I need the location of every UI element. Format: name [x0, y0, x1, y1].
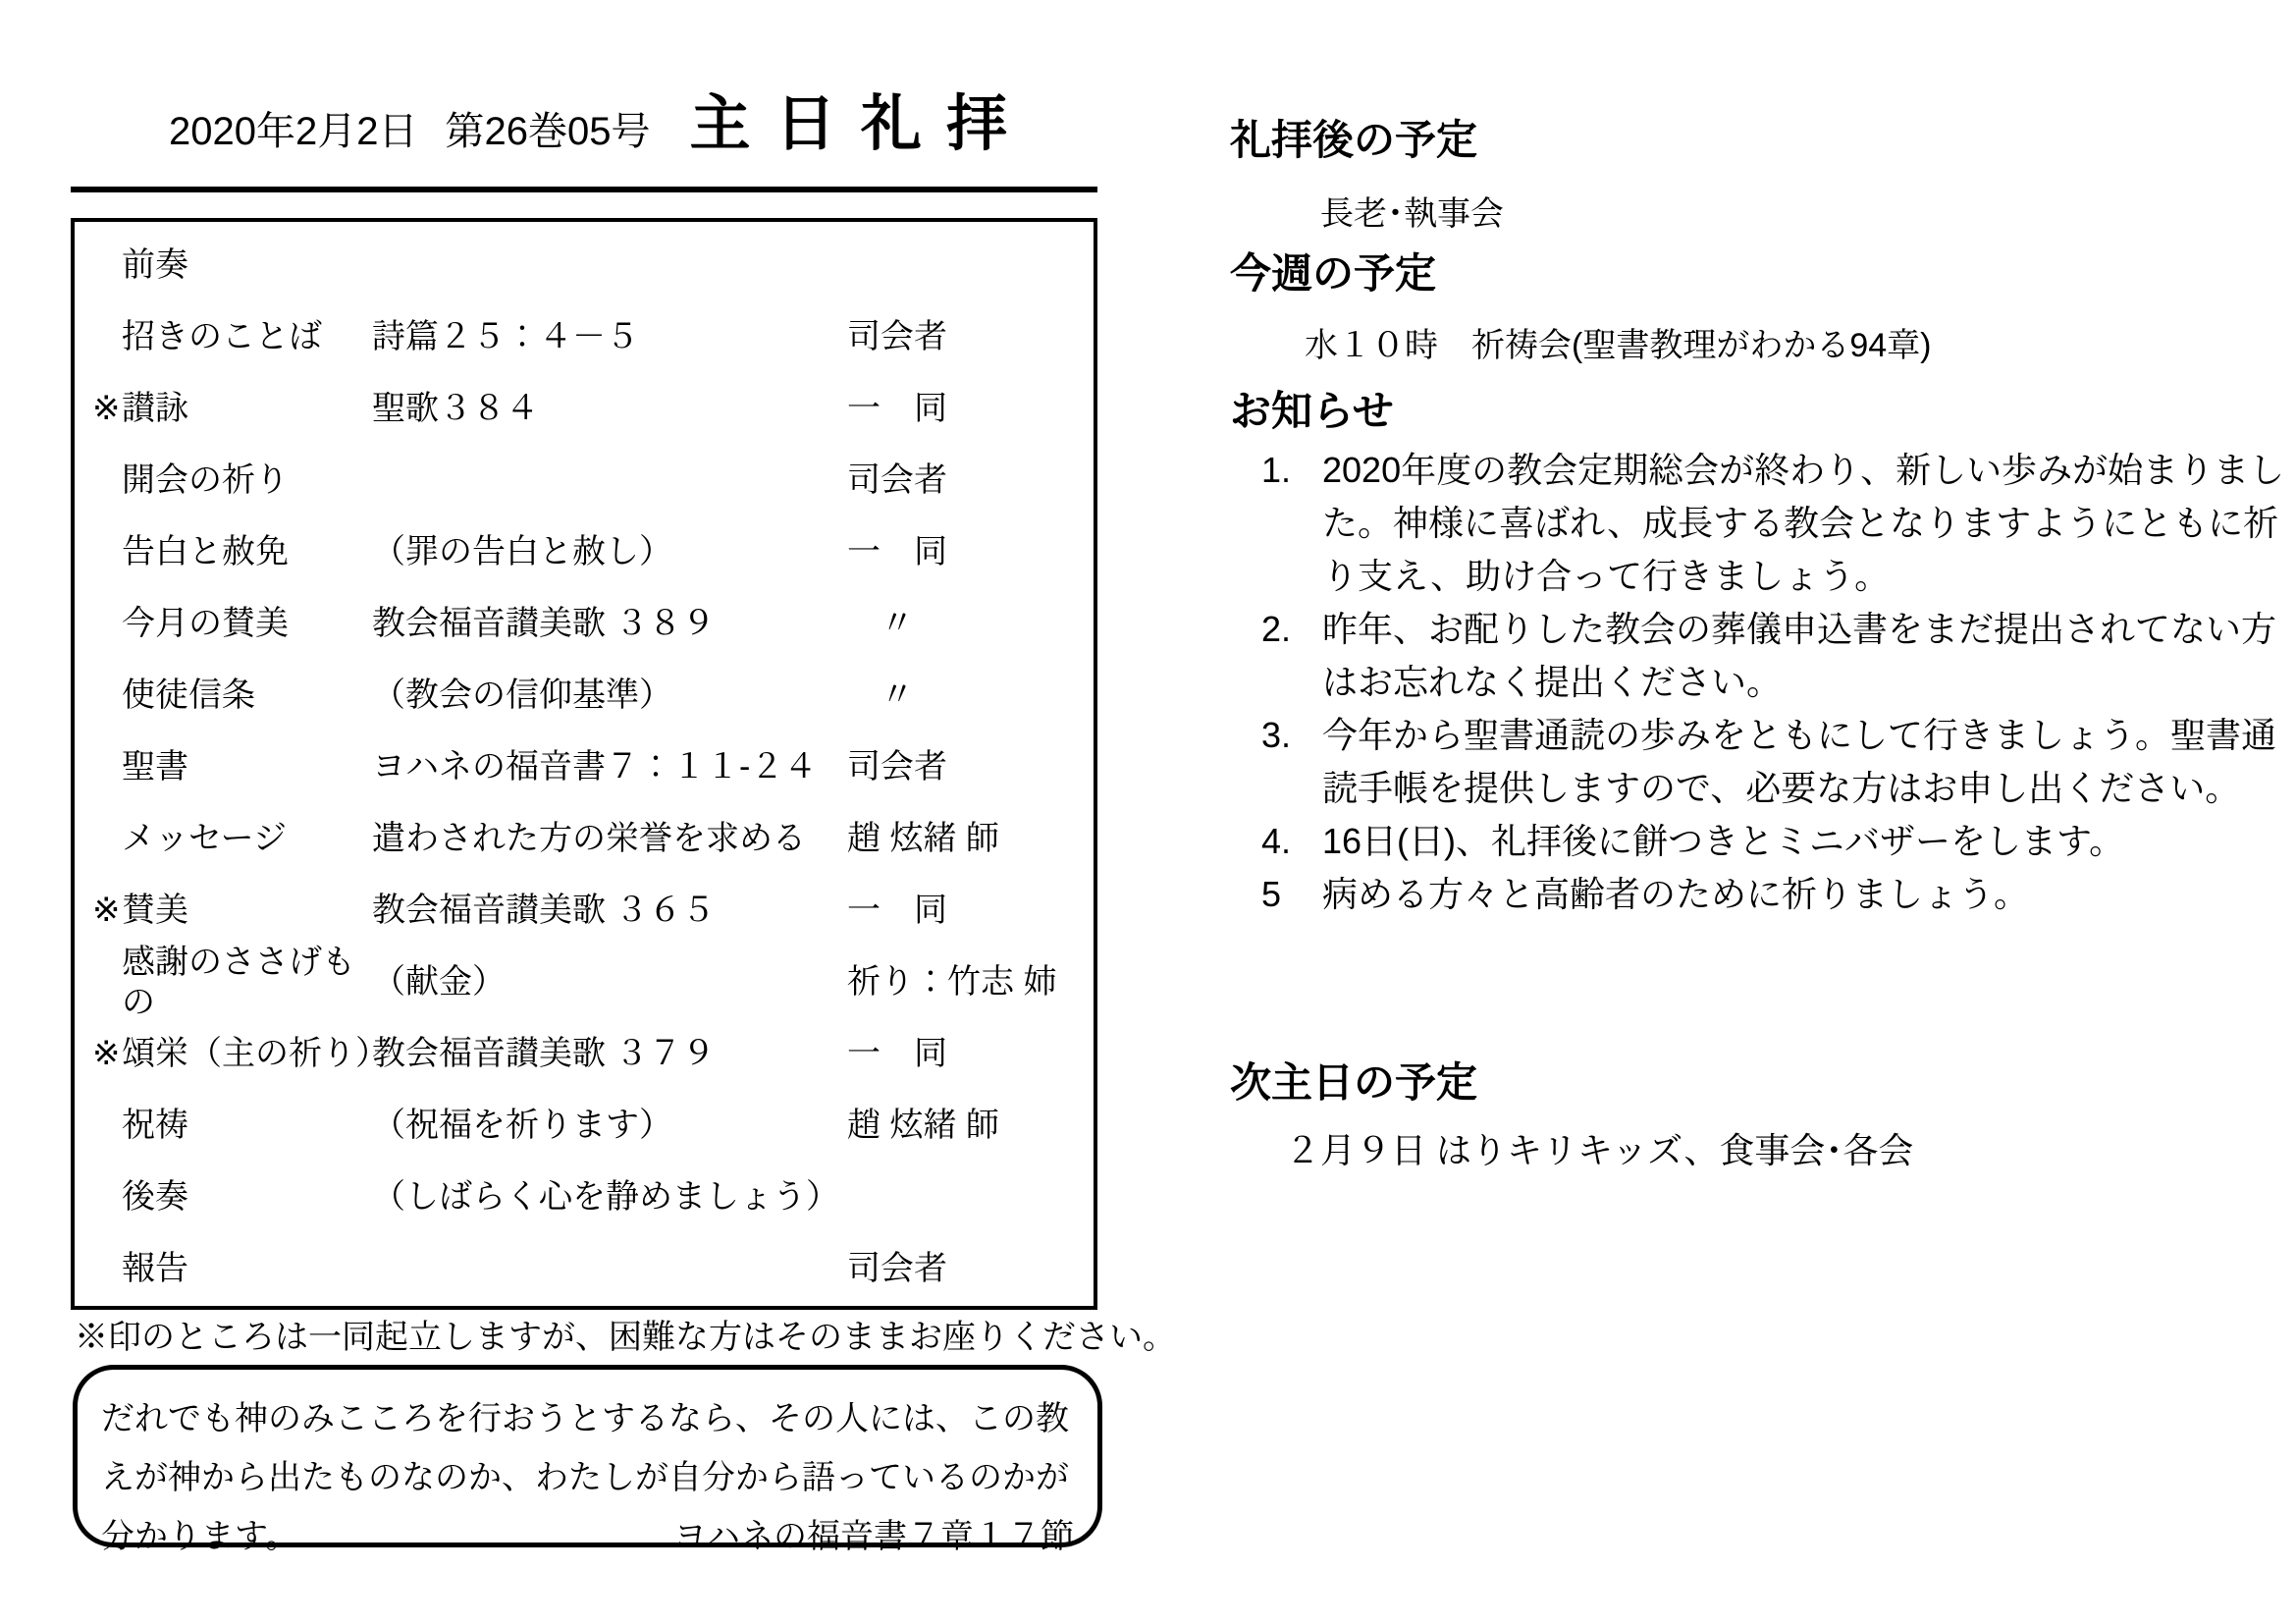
- heading-announcements: お知らせ: [1230, 388, 1394, 434]
- issue-date: 2020年2月2日: [169, 110, 418, 153]
- program-item-content: 遣わされた方の栄誉を求める: [372, 820, 806, 858]
- verse-body: だれでも神のみこころを行おうとするなら、その人には、この教えが神から出たものなのか、わたしが自分から語っているのかが分かります。: [101, 1400, 1069, 1555]
- page-title: 主 日 礼 拝: [689, 90, 1012, 158]
- heading-this-week: 今週の予定: [1230, 250, 1437, 297]
- standing-note: ※印のところは一同起立しますが、困難な方はそのままお座りください。: [75, 1319, 1176, 1356]
- program-item-content: （献金）: [372, 963, 506, 1001]
- announcement-item: [1261, 815, 2296, 868]
- program-item-person: 〃: [847, 677, 914, 715]
- program-item-content: （罪の告白と赦し）: [372, 533, 672, 571]
- program-item-content: ヨハネの福音書７：１１-２４: [372, 748, 818, 786]
- program-item-person: 司会者: [847, 748, 947, 786]
- program-item-label: メッセージ: [122, 820, 287, 858]
- program-item-label: 賛美: [122, 892, 188, 930]
- right-column: [1230, 0, 2296, 1624]
- verse-text: [101, 1389, 1074, 1566]
- program-item-content: （祝福を祈ります）: [372, 1107, 672, 1145]
- program-row: [75, 1018, 1094, 1090]
- program-row: [75, 875, 1094, 947]
- program-row: [75, 1090, 1094, 1162]
- program-row: [75, 301, 1094, 373]
- program-item-content: 教会福音讃美歌 ３６５: [372, 892, 716, 930]
- program-row: [75, 373, 1094, 445]
- program-row: [75, 731, 1094, 803]
- verse-reference: ヨハネの福音書７章１７節: [673, 1518, 1074, 1555]
- program-item-label: 招きのことば: [122, 318, 322, 356]
- announcement-text: 病める方々と高齢者のために祈りましょう。: [1322, 874, 2030, 914]
- program-item-label: 後奏: [122, 1178, 188, 1217]
- program-item-label: 告白と赦免: [122, 533, 289, 571]
- announcement-number: 4.: [1261, 821, 1292, 861]
- announcement-number: 5: [1261, 874, 1282, 914]
- program-item-label: 頌栄（主の祈り）: [122, 1035, 389, 1073]
- program-item-content: 聖歌３８４: [372, 390, 539, 428]
- next-sunday-item: ２月９日 はりキリキッズ、食事会･各会: [1285, 1130, 1914, 1170]
- program-item-content: 教会福音讃美歌 ３８９: [372, 605, 716, 643]
- program-item-person: 司会者: [847, 461, 947, 500]
- program-item-label: 今月の賛美: [122, 605, 289, 643]
- announcement-number: 3.: [1261, 715, 1292, 755]
- announcement-list: [1261, 444, 2296, 921]
- announcement-item: [1261, 868, 2296, 921]
- announcement-item: [1261, 709, 2296, 815]
- program-item-label: 開会の祈り: [122, 461, 289, 500]
- program-item-label: 聖書: [122, 748, 188, 786]
- program-row: [75, 588, 1094, 660]
- program-item-label: 讃詠: [122, 390, 188, 428]
- program-item-label: 前奏: [122, 246, 188, 285]
- program-item-person: 一 同: [847, 533, 947, 571]
- program-row: [75, 803, 1094, 875]
- program-item-content: 教会福音讃美歌 ３７９: [372, 1035, 716, 1073]
- worship-program-box: [71, 218, 1097, 1310]
- announcement-item: [1261, 444, 2296, 603]
- announcement-text: 昨年、お配りした教会の葬儀申込書をまだ提出されてない方はお忘れなく提出ください。: [1322, 609, 2277, 702]
- program-item-content: 詩篇２５：４－５: [372, 318, 639, 356]
- program-item-person: 趙 炫緒 師: [847, 820, 999, 858]
- announcement-text: 今年から聖書通読の歩みをともにして行きましょう。聖書通読手帳を提供しますので、必要な方はお申し出ください。: [1322, 715, 2277, 808]
- announcement-item: [1261, 603, 2296, 709]
- program-row: [75, 230, 1094, 301]
- stand-mark: ※: [92, 390, 121, 428]
- after-service-item: 長老･執事会: [1320, 195, 1504, 233]
- program-item-person: 司会者: [847, 1250, 947, 1288]
- program-item-person: 一 同: [847, 390, 947, 428]
- program-item-person: 祈り：竹志 姉: [847, 963, 1057, 1001]
- program-item-person: 〃: [847, 605, 914, 643]
- program-item-content: （しばらく心を静めましょう）: [372, 1178, 839, 1217]
- program-row: [75, 943, 1094, 1021]
- program-item-person: 司会者: [847, 318, 947, 356]
- announcement-number: 2.: [1261, 609, 1292, 649]
- program-item-label: 感謝のささげもの: [122, 943, 355, 1021]
- verse-box: [73, 1365, 1102, 1555]
- announcement-text: 16日(日)、礼拝後に餅つきとミニバザーをします。: [1322, 821, 2125, 861]
- masthead-rule: [71, 187, 1097, 192]
- program-row: [75, 445, 1094, 516]
- program-item-content: （教会の信仰基準）: [372, 677, 672, 715]
- stand-mark: ※: [92, 892, 121, 930]
- announcement-number: 1.: [1261, 450, 1292, 490]
- program-item-person: 一 同: [847, 1035, 947, 1073]
- program-row: [75, 1162, 1094, 1233]
- program-item-person: 一 同: [847, 892, 947, 930]
- program-item-label: 報告: [122, 1250, 188, 1288]
- program-item-person: 趙 炫緒 師: [847, 1107, 999, 1145]
- stand-mark: ※: [92, 1035, 121, 1073]
- issue-number: 第26巻05号: [445, 110, 651, 153]
- program-row: [75, 1233, 1094, 1305]
- this-week-item: 水１０時 祈祷会(聖書教理がわかる94章): [1305, 327, 1932, 364]
- masthead: [71, 90, 1097, 183]
- heading-next-sunday: 次主日の予定: [1230, 1059, 1478, 1106]
- announcement-text: 2020年度の教会定期総会が終わり、新しい歩みが始まりました。神様に喜ばれ、成長する教会となりますようにともに祈り支え、助け合って行きましょう。: [1322, 450, 2285, 596]
- heading-after-service: 礼拝後の予定: [1230, 117, 1478, 163]
- program-row: [75, 660, 1094, 731]
- program-item-label: 祝祷: [122, 1107, 188, 1145]
- program-row: [75, 516, 1094, 588]
- program-item-label: 使徒信条: [122, 677, 255, 715]
